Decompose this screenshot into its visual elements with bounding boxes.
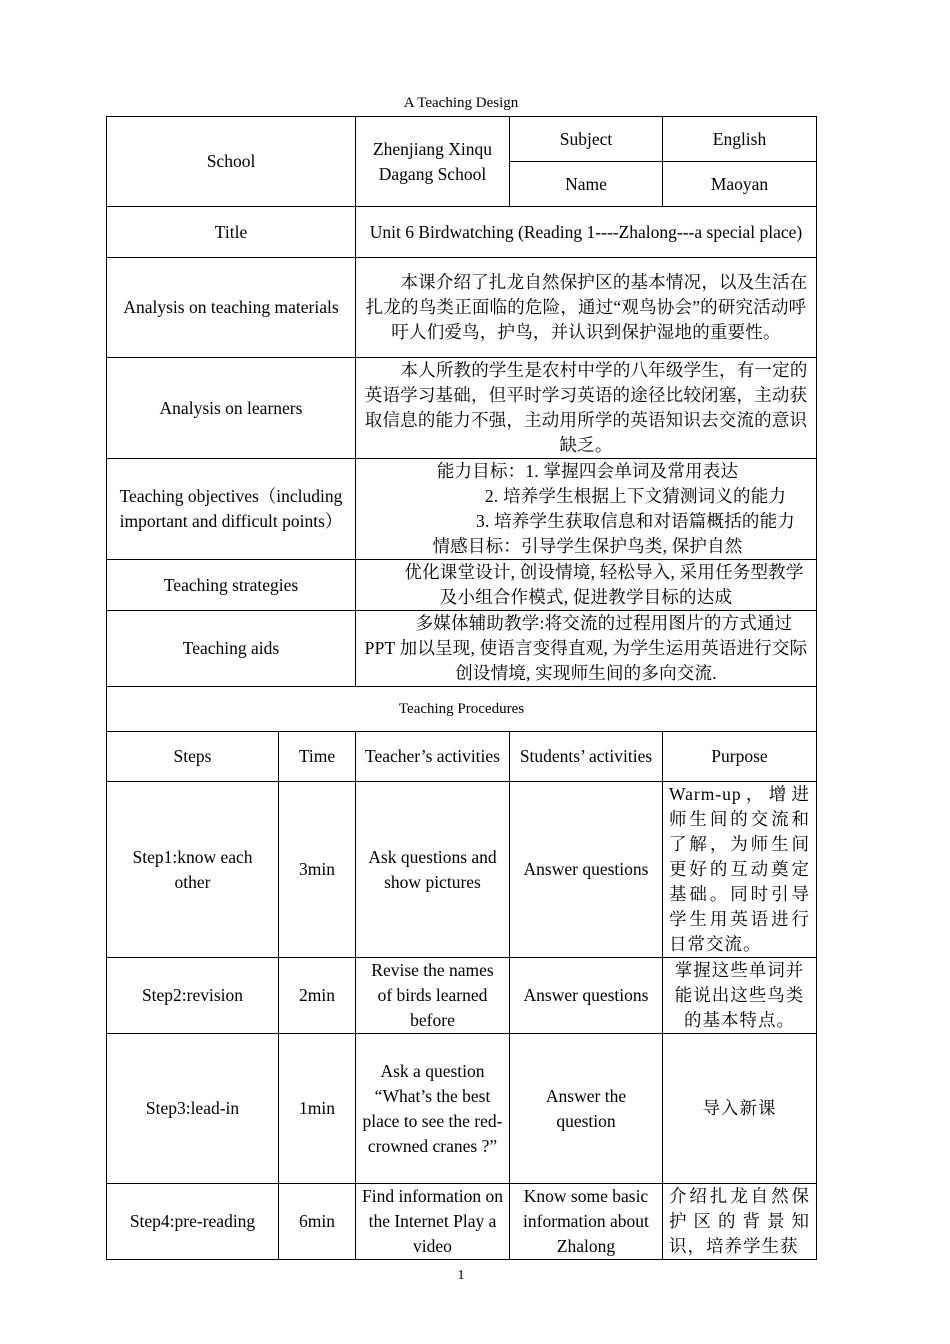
table-row — [107, 1034, 817, 1184]
school-value-line1: Zhenjiang Xinqu — [372, 138, 493, 159]
teacher-cell: Ask a question “What’s the best place to see the red-crowned cranes ?” — [356, 1034, 510, 1184]
title-value: Unit 6 Birdwatching (Reading 1----Zhalong---a special place) — [356, 207, 817, 258]
time-cell: 1min — [279, 1034, 356, 1184]
teacher-cell: Ask questions and show pictures — [356, 782, 510, 958]
step-cell: Step1:know each other — [107, 782, 279, 958]
subject-value: English — [663, 117, 817, 162]
procedures-title: Teaching Procedures — [107, 687, 817, 732]
strategies-paragraph: 优化课堂设计, 创设情境, 轻松导入, 采用任务型教学及小组合作模式, 促进教学目标的达成 — [404, 562, 804, 607]
objectives-line3: 3. 培养学生获取信息和对语篇概括的能力 — [476, 511, 795, 531]
header-steps: Steps — [107, 732, 279, 782]
name-value: Maoyan — [663, 162, 817, 207]
aids-paragraph: 多媒体辅助教学:将交流的过程用图片的方式通过 PPT 加以呈现, 使语言变得直观, 为学生运用英语进行交际创设情境, 实现师生间的多向交流. — [364, 613, 808, 683]
strategies-text — [356, 560, 817, 611]
table-row — [107, 1184, 817, 1260]
school-value — [356, 117, 510, 207]
subject-label: Subject — [510, 117, 663, 162]
teacher-cell: Revise the names of birds learned before — [356, 958, 510, 1034]
aids-text — [356, 611, 817, 687]
step-cell: Step4:pre-reading — [107, 1184, 279, 1260]
objectives-text — [356, 459, 817, 560]
teaching-design-table — [106, 116, 817, 1260]
analysis-materials-text — [356, 258, 817, 358]
step-cell: Step3:lead-in — [107, 1034, 279, 1184]
time-cell: 2min — [279, 958, 356, 1034]
purpose-cell: 介绍扎龙自然保护区的背景知识，培养学生获 — [663, 1184, 817, 1260]
students-cell: Know some basic information about Zhalong — [510, 1184, 663, 1260]
table-row — [107, 958, 817, 1034]
document-title: A Teaching Design — [403, 95, 519, 111]
purpose-cell: Warm-up，增进师生间的交流和了解，为师生间更好的互动奠定基础。同时引导学生用英语进行日常交流。 — [663, 782, 817, 958]
aids-label: Teaching aids — [107, 611, 356, 687]
table-row — [107, 782, 817, 958]
school-label: School — [107, 117, 356, 207]
header-students: Students’ activities — [510, 732, 663, 782]
purpose-cell: 导入新课 — [663, 1034, 817, 1184]
header-time: Time — [279, 732, 356, 782]
title-label: Title — [107, 207, 356, 258]
header-teacher: Teacher’s activities — [356, 732, 510, 782]
page-number: 1 — [457, 1268, 465, 1283]
objectives-line1: 能力目标：1. 掌握四会单词及常用表达 — [436, 461, 739, 481]
name-label: Name — [510, 162, 663, 207]
analysis-materials-label: Analysis on teaching materials — [107, 258, 356, 358]
time-cell: 6min — [279, 1184, 356, 1260]
analysis-materials-paragraph: 本课介绍了扎龙自然保护区的基本情况，以及生活在扎龙的鸟类正面临的危险，通过“观鸟协会”的研究活动呼吁人们爱鸟，护鸟，并认识到保护湿地的重要性。 — [365, 272, 808, 342]
time-cell: 3min — [279, 782, 356, 958]
students-cell: Answer questions — [510, 782, 663, 958]
teacher-cell: Find information on the Internet Play a video — [356, 1184, 510, 1260]
objectives-line2: 2. 培养学生根据上下文猜测词义的能力 — [484, 486, 787, 506]
objectives-line4: 情感目标：引导学生保护鸟类, 保护自然 — [432, 536, 743, 556]
students-cell: Answer questions — [510, 958, 663, 1034]
strategies-label: Teaching strategies — [107, 560, 356, 611]
objectives-label: Teaching objectives（including important and difficult points） — [107, 459, 356, 560]
students-cell: Answer the question — [510, 1034, 663, 1184]
header-purpose: Purpose — [663, 732, 817, 782]
school-value-line2: Dagang School — [378, 163, 487, 184]
purpose-cell: 掌握这些单词并能说出这些鸟类的基本特点。 — [663, 958, 817, 1034]
analysis-learners-text — [356, 358, 817, 459]
analysis-learners-paragraph: 本人所教的学生是农村中学的八年级学生，有一定的英语学习基础，但平时学习英语的途径比较闭塞，主动获取信息的能力不强，主动用所学的英语知识去交流的意识缺乏。 — [364, 360, 808, 455]
step-cell: Step2:revision — [107, 958, 279, 1034]
analysis-learners-label: Analysis on learners — [107, 358, 356, 459]
